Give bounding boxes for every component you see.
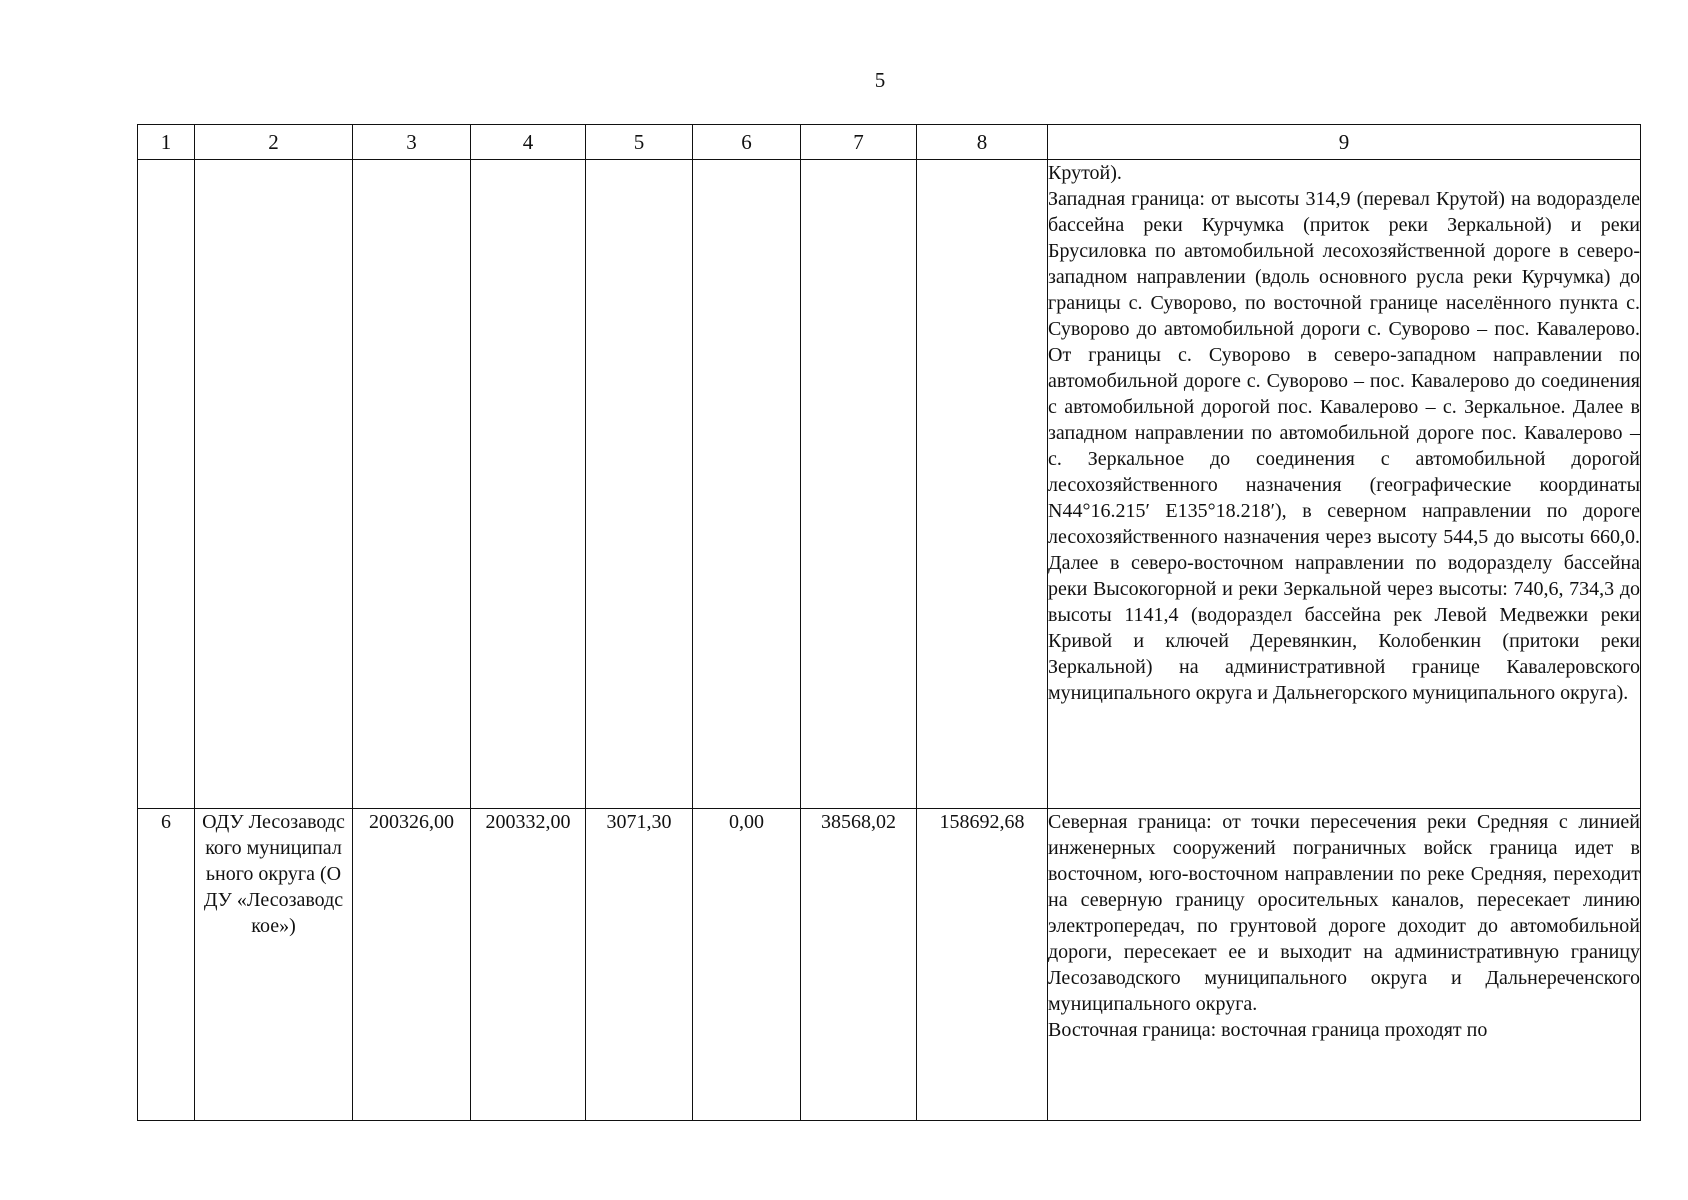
cell-col5	[586, 160, 693, 809]
cell-col3	[353, 160, 471, 809]
description-paragraph: Восточная граница: восточная граница проходят по	[1048, 1019, 1488, 1041]
cell-boundary-description	[1048, 160, 1641, 809]
header-row	[138, 125, 1641, 160]
cell-col8	[917, 160, 1048, 809]
cell-col3: 200326,00	[353, 809, 471, 1121]
cell-col6	[693, 160, 801, 809]
header-cell-9: 9	[1048, 125, 1641, 160]
header-cell-1: 1	[138, 125, 195, 160]
cell-boundary-description	[1048, 809, 1641, 1121]
cell-col7: 38568,02	[801, 809, 917, 1121]
header-cell-6: 6	[693, 125, 801, 160]
header-cell-5: 5	[586, 125, 693, 160]
page-number: 5	[874, 68, 886, 92]
name-text: ОДУ Лесозаводского муниципального округа (ОДУ «Лесозаводское»)	[202, 811, 345, 937]
cell-col8: 158692,68	[917, 809, 1048, 1121]
header-cell-2: 2	[195, 125, 353, 160]
cell-col7	[801, 160, 917, 809]
description-paragraph: Западная граница: от высоты 314,9 (перевал Крутой) на водоразделе бассейна реки Курчумка (приток реки Зеркальной) и реки Брусиловка по автомобильной лесохозяйственной дороге в северо-западном направлении (вдоль основного русла реки Курчумка) до границы с. Суворово, по восточной границе населённого пункта с. Суворово до автомобильной дороги с. Суворово – пос. Кавалерово. От границы с. Суворово в северо-западном направлении по автомобильной дороге с. Суворово – пос. Кавалерово до соединения с автомобильной дорогой пос. Кавалерово – с. Зеркальное. Далее в западном направлении по автомобильной дороге пос. Кавалерово – с. Зеркальное до соединения с автомобильной дорогой лесохозяйственного назначения (географические координаты N44°16.215′ E135°18.218′), в северном направлении по дороге лесохозяйственного назначения через высоту 544,5 до высоты 660,0. Далее в северо-восточном направлении по водоразделу бассейна реки Высокогорной и реки Зеркальной через высоты: 740,6, 734,3 до высоты 1141,4 (водораздел бассейна рек Левой Медвежки реки Кривой и ключей Деревянкин, Колобенкин (притоки реки Зеркальной) на административной границе Кавалеровского муниципального округа и Дальнегорского муниципального округа).	[1048, 188, 1640, 704]
cell-col5: 3071,30	[586, 809, 693, 1121]
header-cell-8: 8	[917, 125, 1048, 160]
data-table	[137, 124, 1641, 1121]
cell-number	[138, 160, 195, 809]
cell-name	[195, 809, 353, 1121]
header-cell-3: 3	[353, 125, 471, 160]
cell-col4: 200332,00	[471, 809, 586, 1121]
description-paragraph: Крутой).	[1048, 162, 1122, 184]
header-cell-7: 7	[801, 125, 917, 160]
cell-col6: 0,00	[693, 809, 801, 1121]
table-row-6	[138, 809, 1641, 1121]
cell-name	[195, 160, 353, 809]
header-cell-4: 4	[471, 125, 586, 160]
table-row-continuation	[138, 160, 1641, 809]
description-paragraph: Северная граница: от точки пересечения реки Средняя с линией инженерных сооружений пограничных войск граница идет в восточном, юго-восточном направлении по реке Средняя, переходит на северную границу оросительных каналов, пересекает линию электропередач, по грунтовой дороге доходит до автомобильной дороги, пересекает ее и выходит на административную границу Лесозаводского муниципального округа и Дальнереченского муниципального округа.	[1048, 811, 1640, 1015]
cell-col4	[471, 160, 586, 809]
cell-number: 6	[138, 809, 195, 1121]
